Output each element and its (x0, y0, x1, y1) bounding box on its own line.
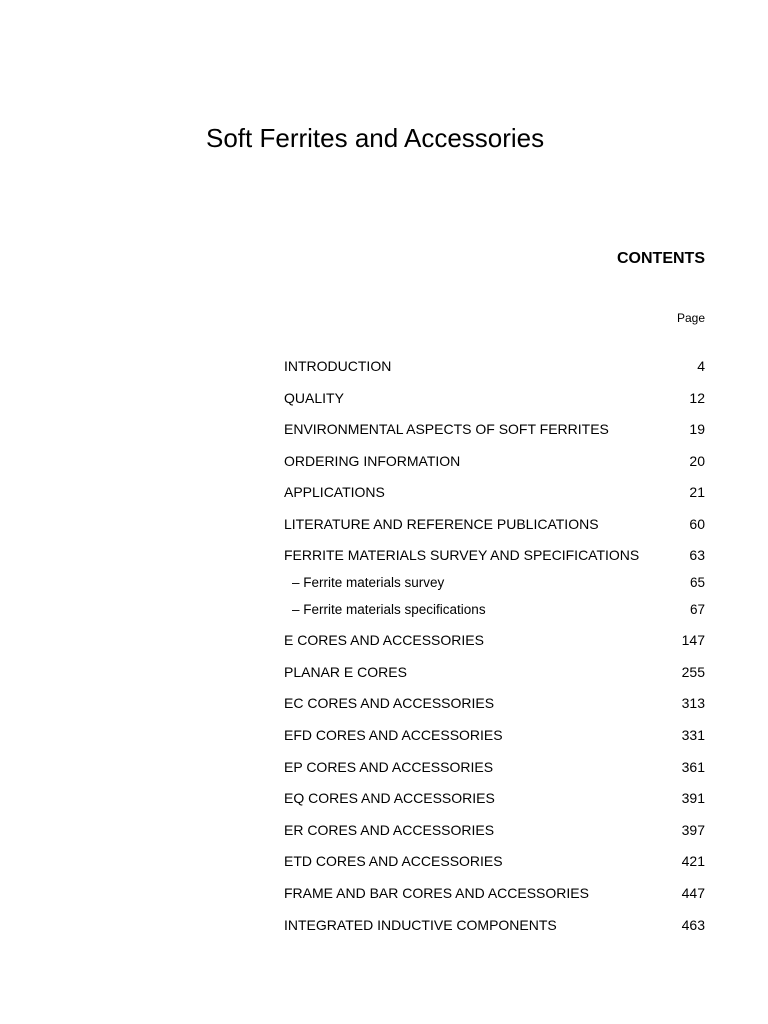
toc-entry-page: 331 (681, 727, 705, 743)
toc-entry-label: ETD CORES AND ACCESSORIES (284, 853, 503, 869)
toc-entry-label: EQ CORES AND ACCESSORIES (284, 790, 495, 806)
toc-entry-page: 21 (689, 484, 705, 500)
toc-entry-label: EC CORES AND ACCESSORIES (284, 695, 495, 711)
toc-entry-page: 63 (689, 547, 705, 563)
toc-entry-eq-cores (284, 790, 705, 806)
toc-entry-environmental-aspects (284, 421, 705, 437)
toc-entry-label: E CORES AND ACCESSORIES (284, 632, 484, 648)
toc-entry-applications (284, 484, 705, 500)
toc-entry-page: 313 (681, 695, 705, 711)
toc-entry-page: 147 (681, 632, 705, 648)
toc-entry-label: FERRITE MATERIALS SURVEY AND SPECIFICATIONS (284, 547, 640, 563)
toc-entry-page: 60 (689, 516, 705, 532)
toc-entry-label: APPLICATIONS (284, 484, 385, 500)
document-title: Soft Ferrites and Accessories (206, 123, 545, 153)
toc-entry-page: 20 (689, 453, 705, 469)
toc-entry-label: INTEGRATED INDUCTIVE COMPONENTS (284, 917, 557, 933)
toc-entry-ec-cores (284, 695, 705, 711)
toc-entry-page: 255 (681, 664, 705, 680)
toc-entry-label: – Ferrite materials survey (292, 575, 445, 590)
toc-subentry-materials-specifications (284, 602, 705, 617)
toc-entry-page: 447 (681, 885, 705, 901)
toc-entry-page: 65 (689, 575, 705, 590)
page-column-label: Page (676, 311, 705, 325)
toc-entry-label: EP CORES AND ACCESSORIES (284, 759, 494, 775)
toc-entry-label: EFD CORES AND ACCESSORIES (284, 727, 503, 743)
toc-entry-label: – Ferrite materials specifications (292, 602, 486, 617)
toc-subentry-materials-survey (284, 575, 705, 590)
toc-entry-ordering-information (284, 453, 705, 469)
toc-entry-literature (284, 516, 705, 532)
toc-entry-e-cores (284, 632, 705, 648)
toc-entry-etd-cores (284, 853, 705, 869)
toc-entry-page: 12 (689, 390, 705, 406)
toc-entry-efd-cores (284, 727, 705, 743)
toc-entry-quality (284, 390, 705, 406)
toc-entry-page: 463 (681, 917, 705, 933)
toc-entry-er-cores (284, 822, 705, 838)
toc-entry-label: ENVIRONMENTAL ASPECTS OF SOFT FERRITES (284, 421, 609, 437)
toc-entry-frame-bar-cores (284, 885, 705, 901)
contents-heading: CONTENTS (617, 250, 705, 267)
toc-entry-label: LITERATURE AND REFERENCE PUBLICATIONS (284, 516, 599, 532)
toc-entry-label: ER CORES AND ACCESSORIES (284, 822, 495, 838)
toc-entry-label: FRAME AND BAR CORES AND ACCESSORIES (284, 885, 589, 901)
toc-entry-integrated-inductive (284, 917, 705, 933)
toc-entry-page: 361 (681, 759, 705, 775)
toc-entry-introduction (284, 358, 705, 374)
toc-entry-label: QUALITY (284, 390, 344, 406)
toc-entry-ferrite-materials (284, 547, 705, 563)
toc-entry-page: 4 (697, 358, 705, 374)
toc-entry-page: 397 (681, 822, 705, 838)
toc-entry-label: PLANAR E CORES (284, 664, 407, 680)
toc-entry-planar-e-cores (284, 664, 705, 680)
toc-entry-page: 67 (689, 602, 705, 617)
toc-entry-label: ORDERING INFORMATION (284, 453, 461, 469)
toc-entry-page: 421 (681, 853, 705, 869)
toc-entry-page: 19 (689, 421, 705, 437)
toc-entry-label: INTRODUCTION (284, 358, 392, 374)
toc-entry-ep-cores (284, 759, 705, 775)
toc-entry-page: 391 (681, 790, 705, 806)
